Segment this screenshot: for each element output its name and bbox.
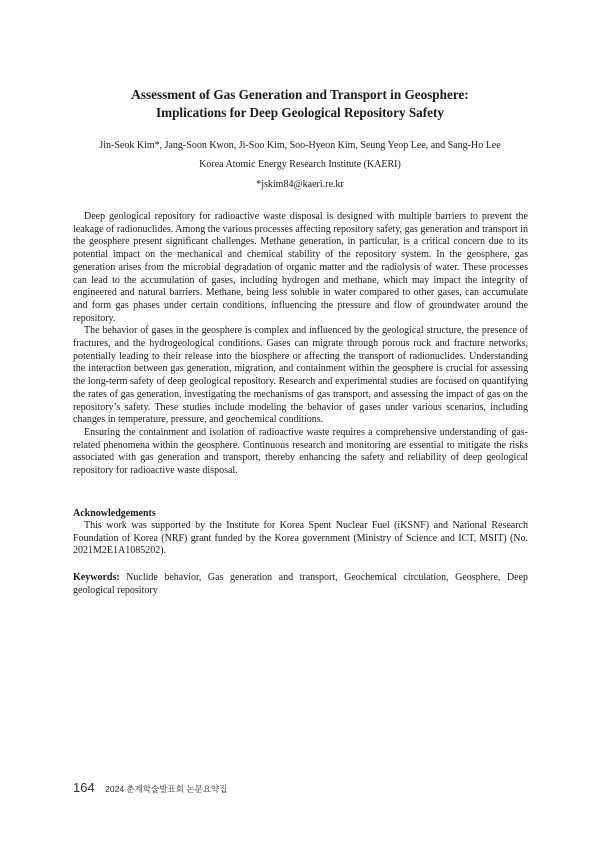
affiliation: Korea Atomic Energy Research Institute (KAERI) <box>199 159 401 170</box>
title-line-1: Assessment of Gas Generation and Transport in Geosphere: <box>131 87 469 102</box>
abstract-paragraph-3: Ensuring the containment and isolation of radioactive waste requires a comprehensive understanding of gas-related phenomena within the geosphere. Continuous research and monitoring are essential to mitigate the risks associated with gas generation and transport, thereby enhancing the safety and reliability of deep geological repository for radioactive waste disposal. <box>73 426 528 477</box>
abstract-paragraph-1: Deep geological repository for radioactive waste disposal is designed with multiple barriers to prevent the leakage of radionuclides. Among the various processes affecting repository safety, gas generation and transport in the geosphere present significant challenges. Methane generation, in particular, is a critical concern due to its potential impact on the mechanical and chemical stability of the repository system. In the geosphere, gas generation arises from the microbial degradation of organic matter and the radiolysis of water. These processes can lead to the accumulation of gases, including hydrogen and methane, which may impact the integrity of engineered and natural barriers. Methane, being less soluble in water compared to other gases, can accumulate and form gas phases under certain conditions, influencing the pressure and flow of groundwater around the repository. <box>73 211 528 324</box>
corresponding-email: *jskim84@kaeri.re.kr <box>256 179 344 190</box>
abstract <box>73 211 528 478</box>
acknowledgements-body: This work was supported by the Institute for Korea Spent Nuclear Fuel (iKSNF) and National Research Foundation of Korea (NRF) grant funded by the Korea government (Ministry of Science and ICT, MSIT) (No. 2021M2E1A1085202). <box>73 520 528 557</box>
abstract-paragraph-2: The behavior of gases in the geosphere is complex and influenced by the geological structure, the presence of fractures, and the hydrogeological conditions. Gases can migrate through porous rock and fracture networks, potentially leading to their release into the biosphere or affecting the transport of radionuclides. Understanding the interaction between gas generation, migration, and containment within the geosphere is crucial for assessing the long-term safety of deep geological repository. Research and experimental studies are focused on quantifying the rates of gas generation, investigating the mechanisms of gas transport, and assessing the impact of gas on the repository’s safety. These studies include modeling the behavior of gases under various scenarios, including changes in temperature, pressure, and geochemical conditions. <box>73 325 528 426</box>
paper-title <box>60 86 540 122</box>
acknowledgements-heading: Acknowledgements <box>73 508 156 519</box>
title-line-2: Implications for Deep Geological Repository Safety <box>155 105 444 120</box>
author-list: Jin-Seok Kim*, Jang-Soon Kwon, Ji-Soo Kim, Soo-Hyeon Kim, Seung Yeop Lee, and Sang-Ho Lee <box>99 140 501 151</box>
page-footer <box>73 779 227 797</box>
page-number: 164 <box>73 780 95 795</box>
keywords-label: Keywords: <box>73 572 120 583</box>
keywords <box>73 572 528 597</box>
footer-text: 2024 춘계학술발표회 논문요약집 <box>105 784 228 794</box>
keywords-text: Nuclide behavior, Gas generation and transport, Geochemical circulation, Geosphere, Deep geological repository <box>73 572 528 596</box>
